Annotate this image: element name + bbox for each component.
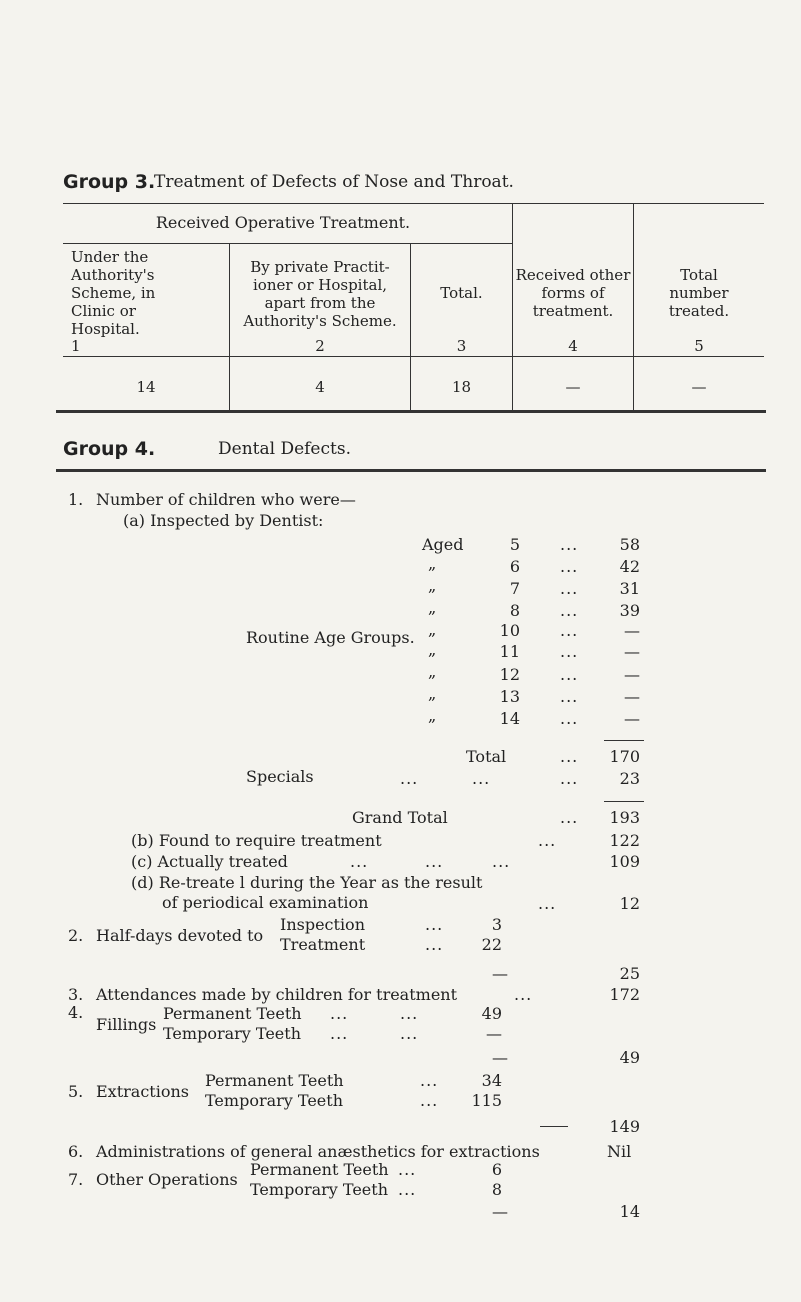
b-label: (b) Found to require treatment [131, 831, 382, 850]
age-8-value: 39 [619, 601, 640, 620]
dots-item4-2b: ... [400, 1024, 419, 1043]
age-13: 13 [499, 687, 520, 706]
item4-total: 49 [619, 1048, 640, 1067]
dots-item4-1a: ... [330, 1004, 349, 1023]
dots-item7-1: ... [398, 1160, 417, 1179]
dots-age-12: ... [560, 665, 579, 684]
ditto-13: „ [428, 684, 437, 703]
dots-item5-2: ... [420, 1091, 439, 1110]
dots-c-1: ... [350, 852, 369, 871]
total-rule [604, 740, 644, 741]
col3-header: Total. [440, 284, 483, 302]
item2-number: 2. [68, 926, 84, 945]
item5-label: Extractions [96, 1082, 189, 1101]
dots-age-5: ... [560, 535, 579, 554]
item7-label: Other Operations [96, 1170, 238, 1189]
span-header-rule [63, 243, 513, 244]
item4-dash: — [492, 1048, 508, 1067]
item7-val1: 6 [491, 1160, 502, 1179]
item5-total: 149 [609, 1117, 640, 1136]
item7-sub1: Permanent Teeth [250, 1160, 389, 1179]
item1-sub-a: (a) Inspected by Dentist: [123, 511, 324, 530]
dots-item5-1: ... [420, 1071, 439, 1090]
item4-val1: 49 [481, 1004, 502, 1023]
group4-top-rule [56, 469, 766, 472]
age-5-value: 58 [619, 535, 640, 554]
col3-value: 18 [451, 378, 472, 396]
age-14: 14 [499, 709, 520, 728]
item4-val2: — [486, 1024, 502, 1043]
ditto-7: „ [428, 576, 437, 595]
c-value: 109 [609, 852, 640, 871]
item5-sub2: Temporary Teeth [205, 1091, 344, 1110]
span-header: Received Operative Treatment. [155, 213, 411, 232]
dots-age-10: ... [560, 621, 579, 640]
item6-value: Nil [607, 1142, 632, 1161]
age-10-value: — [624, 621, 640, 640]
dots-b: ... [538, 831, 557, 850]
dots-item3: ... [514, 985, 533, 1004]
b-value: 122 [609, 831, 640, 850]
dots-grand-total: ... [560, 808, 579, 827]
group4-title: Dental Defects. [218, 439, 351, 459]
item3-label: Attendances made by children for treatment [96, 985, 458, 1004]
table-top-rule [63, 203, 764, 204]
total-label: Total [466, 747, 507, 766]
age-10: 10 [499, 621, 520, 640]
item4-label: Fillings [96, 1015, 157, 1034]
item6-number: 6. [68, 1142, 84, 1161]
dots-d: ... [538, 894, 557, 913]
item4-sub2: Temporary Teeth [163, 1024, 302, 1043]
ditto-6: „ [428, 554, 437, 573]
col5-value: — [691, 378, 707, 396]
grand-total-value: 193 [609, 808, 640, 827]
item3-value: 172 [609, 985, 640, 1004]
item1-number: 1. [68, 490, 84, 509]
dots-age-8: ... [560, 601, 579, 620]
dots-item2-1: ... [425, 915, 444, 934]
vrule-4-body [512, 356, 513, 412]
item2-val2: 22 [481, 935, 502, 954]
col4-value: — [565, 378, 581, 396]
age-6-value: 42 [619, 557, 640, 576]
d-label-1: (d) Re-treate l during the Year as the result [131, 873, 483, 892]
col5-number: 5 [694, 337, 704, 355]
item7-sub2: Temporary Teeth [250, 1180, 389, 1199]
group3-label: Group 3. [63, 171, 156, 193]
col4-header: Received other forms of treatment. [515, 266, 631, 320]
ditto-14: „ [428, 706, 437, 725]
age-12-value: — [624, 665, 640, 684]
dots-age-7: ... [560, 579, 579, 598]
header-bottom-rule [63, 356, 764, 357]
item1-heading: Number of children who were— [96, 490, 356, 509]
col2-number: 2 [315, 337, 325, 355]
ditto-8: „ [428, 598, 437, 617]
item5-sub1: Permanent Teeth [205, 1071, 344, 1090]
age-12: 12 [499, 665, 520, 684]
age-8: 8 [509, 601, 520, 620]
dots-item4-2a: ... [330, 1024, 349, 1043]
dots-item2-2: ... [425, 935, 444, 954]
dots-age-6: ... [560, 557, 579, 576]
dots-specials-2: ... [472, 769, 491, 788]
dots-total: ... [560, 747, 579, 766]
col1-value: 14 [136, 378, 156, 396]
age-6: 6 [509, 557, 520, 576]
group4-label: Group 4. [63, 438, 156, 460]
total-value: 170 [609, 747, 640, 766]
item7-number: 7. [68, 1170, 84, 1189]
item7-total: 14 [619, 1202, 640, 1221]
item5-val2: 115 [471, 1091, 502, 1110]
col2-header: By private Practit- ioner or Hospital, apart from the Authority's Scheme. [243, 258, 397, 330]
routine-age-groups-label: Routine Age Groups. [246, 628, 415, 647]
aged-label: Aged [422, 535, 464, 554]
item4-number: 4. [68, 1003, 84, 1022]
item7-dash: — [492, 1202, 508, 1221]
dots-c-3: ... [492, 852, 511, 871]
dots-age-14: ... [560, 709, 579, 728]
item5-val1: 34 [481, 1071, 502, 1090]
item4-sub1: Permanent Teeth [163, 1004, 302, 1023]
age-5: 5 [509, 535, 520, 554]
table-bottom-rule [56, 410, 766, 413]
item3-number: 3. [68, 985, 84, 1004]
age-7-value: 31 [619, 579, 640, 598]
dots-age-11: ... [560, 642, 579, 661]
d-value: 12 [619, 894, 640, 913]
col1-number: 1 [71, 337, 81, 355]
item5-rule [540, 1126, 568, 1127]
item2-total: 25 [619, 964, 640, 983]
grand-total-label: Grand Total [352, 808, 448, 827]
age-7: 7 [509, 579, 520, 598]
specials-label: Specials [246, 767, 314, 786]
age-14-value: — [624, 709, 640, 728]
item5-number: 5. [68, 1082, 84, 1101]
ditto-12: „ [428, 662, 437, 681]
dots-item4-1b: ... [400, 1004, 419, 1023]
item6-label: Administrations of general anæsthetics for extractions [96, 1142, 540, 1161]
item2-val1: 3 [491, 915, 502, 934]
dots-specials-1: ... [400, 769, 419, 788]
item7-val2: 8 [491, 1180, 502, 1199]
age-13-value: — [624, 687, 640, 706]
item2-sub2: Treatment [280, 935, 366, 954]
ditto-10: „ [428, 620, 437, 639]
vrule-5-body [633, 356, 634, 412]
dots-specials-3: ... [560, 769, 579, 788]
group3-title: Treatment of Defects of Nose and Throat. [154, 172, 514, 192]
dots-age-13: ... [560, 687, 579, 706]
col5-header: Total number treated. [668, 266, 730, 320]
vrule-2-body [229, 356, 230, 412]
item2-dash: — [492, 964, 508, 983]
c-label: (c) Actually treated [131, 852, 288, 871]
d-label-2: of periodical examination [162, 893, 369, 912]
vrule-3-body [410, 356, 411, 412]
item2-label: Half-days devoted to [96, 926, 264, 945]
dots-item7-2: ... [398, 1180, 417, 1199]
age-11-value: — [624, 642, 640, 661]
ditto-11: „ [428, 640, 437, 659]
col4-number: 4 [568, 337, 578, 355]
col3-number: 3 [456, 337, 467, 355]
age-11: 11 [499, 642, 520, 661]
grand-total-rule [604, 801, 644, 802]
dots-c-2: ... [425, 852, 444, 871]
col1-header: Under the Authority's Scheme, in Clinic or Hospital. [71, 248, 156, 338]
col2-value: 4 [315, 378, 325, 396]
item2-sub1: Inspection [280, 915, 365, 934]
specials-value: 23 [619, 769, 640, 788]
